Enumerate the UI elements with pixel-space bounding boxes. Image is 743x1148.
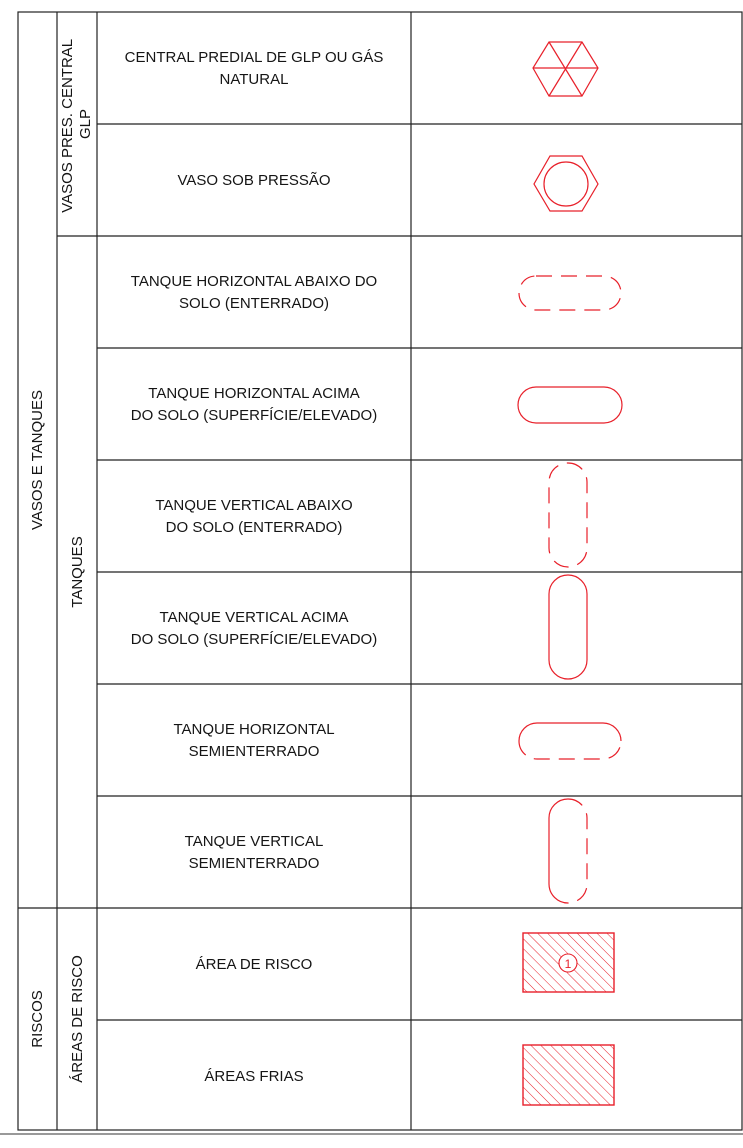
- row-description-line: DO SOLO (ENTERRADO): [165, 519, 343, 536]
- subgroup-label-line-1: VASOS PRES. CENTRAL: [59, 39, 76, 213]
- row-description-line: SEMIENTERRADO: [188, 855, 320, 872]
- row-description-line: TANQUE VERTICAL: [184, 833, 324, 850]
- row-description-line: SOLO (ENTERRADO): [178, 295, 330, 312]
- row-description-1: [177, 172, 330, 189]
- half-dashed-vertical-capsule-icon: [549, 799, 587, 903]
- row-description-7: [185, 833, 324, 872]
- hexagon-star-icon: [533, 42, 598, 96]
- group-label-riscos: RISCOS: [29, 990, 46, 1048]
- row-description-0: [125, 49, 384, 88]
- hatched-area-icon: [523, 1045, 614, 1105]
- row-labels: [125, 49, 384, 1085]
- area-number-text: 1: [564, 957, 572, 971]
- group-label-vasos-e-tanques: VASOS E TANQUES: [29, 389, 46, 531]
- row-description-line: TANQUE HORIZONTAL: [173, 721, 335, 738]
- row-description-3: [131, 385, 377, 424]
- row-description-4: [155, 497, 352, 536]
- row-description-8: [196, 956, 313, 973]
- symbol-column: [518, 42, 622, 1105]
- row-description-line: DO SOLO (SUPERFÍCIE/ELEVADO): [130, 407, 378, 424]
- row-description-2: [131, 273, 377, 312]
- vertical-capsule-icon: [549, 575, 587, 679]
- subgroup-label-tanques: TANQUES: [69, 536, 86, 608]
- dashed-horizontal-capsule-icon: [519, 276, 621, 310]
- row-description-9: [204, 1068, 303, 1085]
- dashed-vertical-capsule-icon: [549, 463, 587, 567]
- row-description-line: ÁREA DE RISCO: [195, 956, 313, 973]
- row-description-line: TANQUE HORIZONTAL ACIMA: [148, 385, 360, 402]
- row-description-line: TANQUE VERTICAL ABAIXO: [155, 497, 353, 514]
- subgroup-label-line-2: GLP: [77, 108, 94, 140]
- legend-table-grid: [18, 12, 742, 1130]
- row-description-line: NATURAL: [219, 71, 289, 88]
- row-description-line: ÁREAS FRIAS: [204, 1068, 304, 1085]
- horizontal-capsule-icon: [518, 387, 622, 423]
- row-description-line: TANQUE VERTICAL ACIMA: [159, 609, 349, 626]
- row-description-6: [173, 721, 334, 760]
- row-description-line: DO SOLO (SUPERFÍCIE/ELEVADO): [130, 631, 378, 648]
- row-description-line: CENTRAL PREDIAL DE GLP OU GÁS: [124, 49, 384, 66]
- subgroup-label-areas-de-risco: ÁREAS DE RISCO: [69, 955, 86, 1083]
- subgroup-label-vasos-pres-central-glp: [59, 35, 94, 213]
- row-description-line: SEMIENTERRADO: [188, 743, 320, 760]
- hexagon-circle-icon: [534, 156, 598, 211]
- row-description-line: TANQUE HORIZONTAL ABAIXO DO: [130, 273, 378, 290]
- row-description-line: VASO SOB PRESSÃO: [177, 172, 331, 189]
- hatched-area-numbered-icon: [523, 933, 614, 992]
- half-dashed-horizontal-capsule-icon: [519, 723, 621, 759]
- row-description-5: [131, 609, 377, 648]
